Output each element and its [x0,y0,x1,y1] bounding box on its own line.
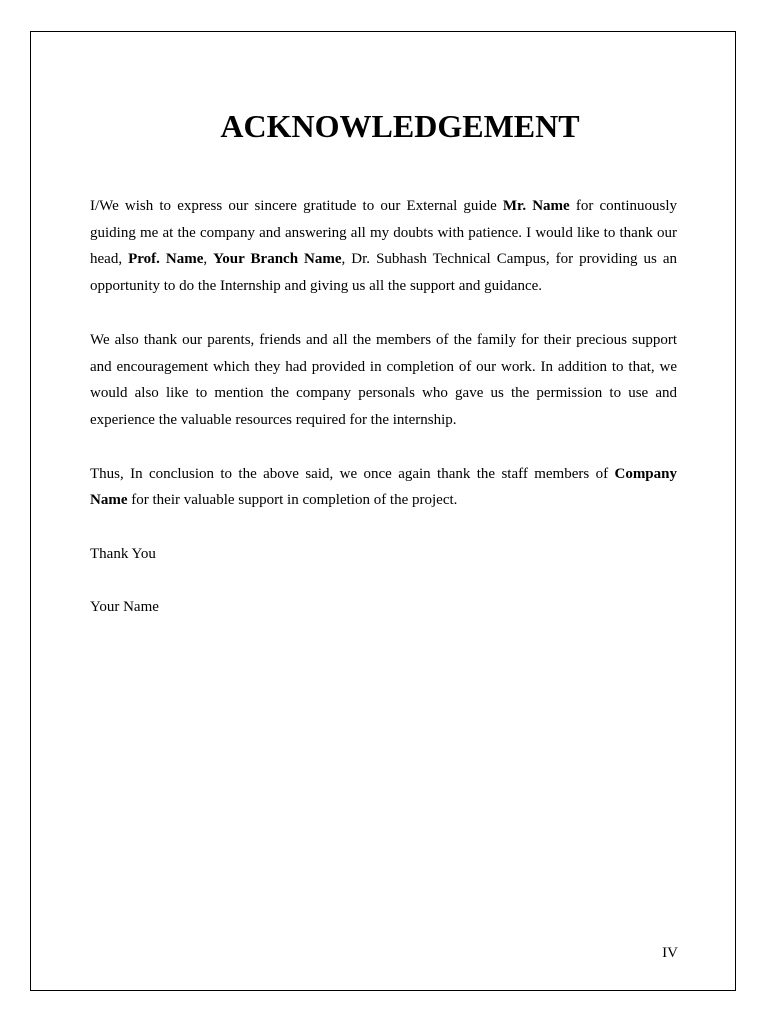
document-body [90,193,677,620]
closing-line: Thank You [90,546,156,563]
page-title: ACKNOWLEDGEMENT [220,108,580,144]
text-span: I/We wish to express our sincere gratitude to our External guide [90,198,503,214]
text-span: , [203,251,214,268]
paragraph-family-thanks [90,327,677,434]
text-span: for continuously guiding me at the company and answering all my doubts with patience. I would like to thank our head, [90,198,677,268]
head-name: Prof. Name [128,251,204,268]
branch-name: Your Branch Name [213,251,342,268]
page-number: IV [662,945,678,961]
text-span: , Dr. Subhash Technical Campus, for providing us an opportunity to do the Internship and giving us all the support and guidance. [90,251,677,295]
text-span: We also thank our parents, friends and all the members of the family for their precious support and encouragement which they had provided in completion of our work. In addition to that, we would also like to mention the company personals who gave us the permission to use and experience the valuable resources required for the internship. [90,331,677,428]
signature-name: Your Name [90,598,159,615]
company-name: Company Name [90,465,677,509]
text-span: Thus, In conclusion to the above said, we once again thank the staff members of [90,465,615,482]
paragraph-conclusion [90,461,677,514]
text-span: for their valuable support in completion of the project. [127,492,458,509]
paragraph-guide-thanks [90,193,677,300]
guide-name: Mr. Name [502,198,570,214]
